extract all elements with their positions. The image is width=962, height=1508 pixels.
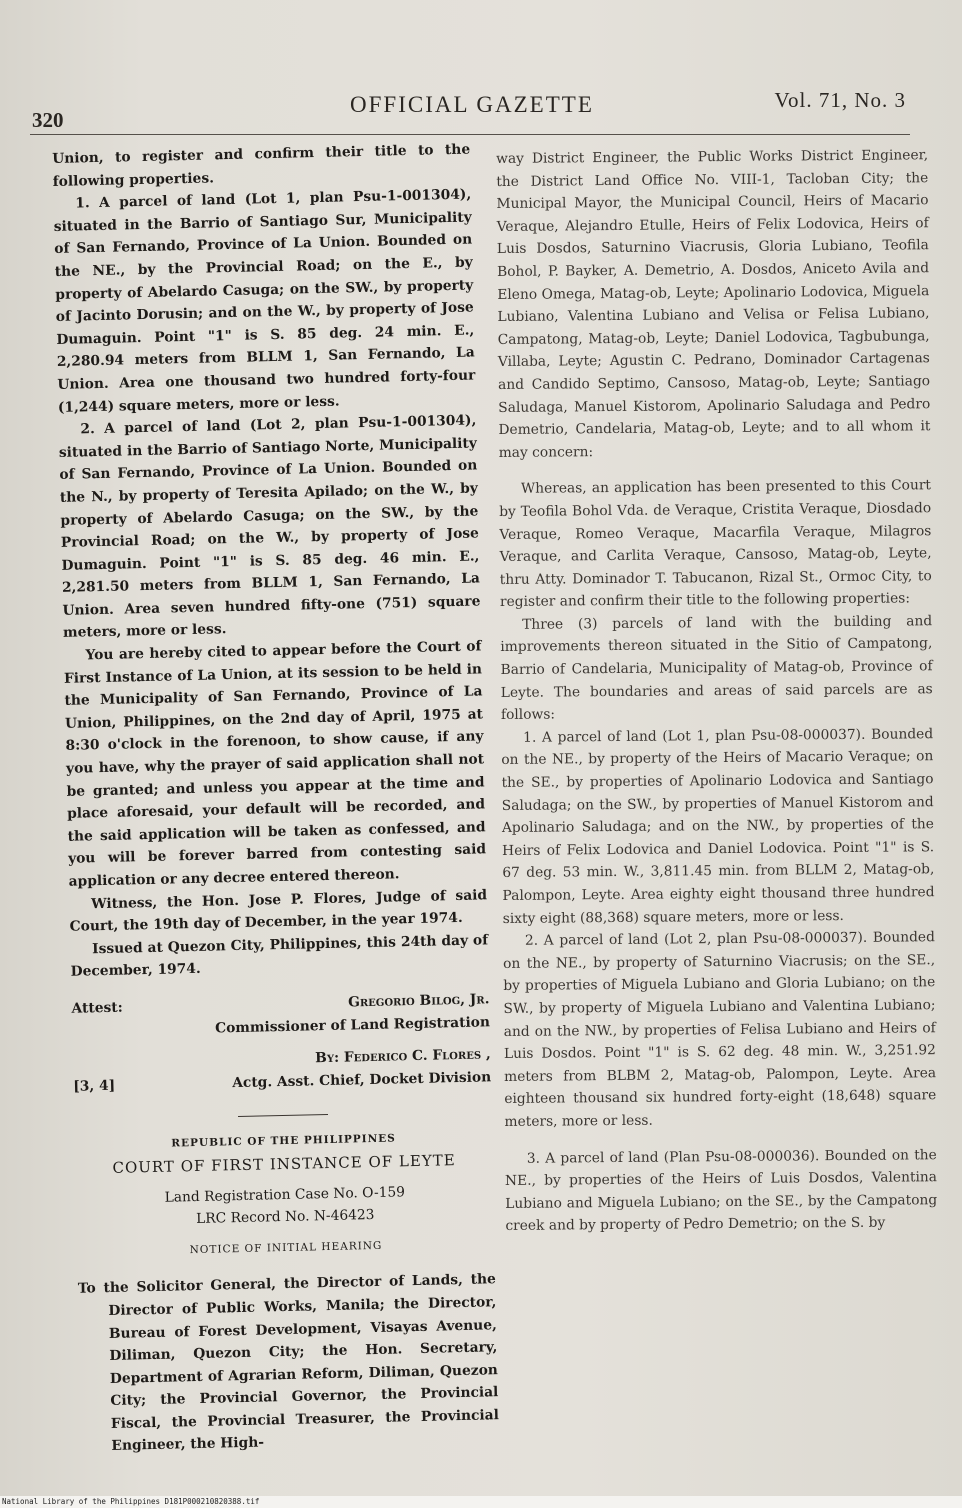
signatory-name: By: Federico C. Flores , [315,1046,491,1067]
attest-label: Attest: [71,999,123,1017]
paragraph: 2. A parcel of land (Lot 2, plan Psu-08-000037). Bounded on the NE., by property of Saturnino Viacrusis; on the SE., by properties of Miguela Lubiano and Gloria Lubiano; on the SW., by property of Miguela Lubiano and Valentina Lubiano; and on the NW., by properties of Felisa Lubiano and Heirs of Luis Dosdos. Point "1" is S. 62 deg. 48 min. W., 3,251.92 meters from BLBM 2, Matag-ob, Palompon, Leyte. Area eighteen thousand six hundred forty-eight (18,648) square meters, more or less. [503,929,937,1130]
page-header [30,88,910,135]
signatory-title: Commissioner of Land Registration [214,1013,491,1037]
attest-block [71,988,490,1043]
paragraph: Whereas, an application has been presented to this Court by Teofila Bohol Vda. de Veraque, Cristita Veraque, Diosdado Veraque, Romeo Veraque, Macarfila Veraque, Milagros Veraque, and Carlita Veraque, Cansoso, Matag-ob, Leyte, thru Atty. Dominador T. Tabucanon, Rizal St., Ormoc City, to register and confirm their title to the following properties: [499,477,932,611]
paragraph: way District Engineer, the Public Works District Engineer, the District Land Office No. VIII-1, Tacloban City; the Municipal Mayor, the Municipal Council, Heirs of Macario Veraque, Alejandro Etulle, Heirs of Felix Lodovica, Heirs of Luis Dosdos, Saturnino Viacrusis, Gloria Lubiano, Teofila Bohol, P. Bayker, A. Demetrio, A. Dosdos, Aniceto Avila and Eleno Omega, Matag-ob, Leyte; Apolinario Lodovica, Miguela Lubiano, Valentina Lubiano and Velisa or Felisa Lubiano, Campatong, Matag-ob, Leyte; Daniel Lodovica, Tagbubunga, Villaba, Leyte; Agustin C. Pedrano, Dominador Cartagenas and Candido Septimo, Cansoso, Matag-ob, Leyte; Santiago Saludaga, Manuel Kistorom, Apolinario Saludaga and Pedro Demetrio, Candelaria, Matag-ob, Leyte; and to all whom it may concern: [496,147,931,461]
case-number: Land Registration Case No. O-159 [164,1183,406,1206]
paragraph: Issued at Quezon City, Philippines, this 24th day of December, 1974. [70,932,489,981]
scan-footer: National Library of the Philippines D181P000210820388.tif [0,1496,962,1508]
addressee-paragraph: To the Solicitor General, the Director of Lands, the Director of Public Works, Manila; the Director, Bureau of Forest Development, Visayas Avenue, Diliman, Quezon City; the Hon. Secretary, Department of Agrarian Reform, Diliman, Quezon City; the Provincial Governor, the Provincial Fiscal, the Provincial Treasurer, the Provincial Engineer, the High- [77,1271,500,1455]
volume-issue: Vol. 71, No. 3 [774,88,906,112]
paragraph: Three (3) parcels of land with the building and improvements thereon situated in the Sitio of Campatong, Barrio of Candelaria, Municipality of Matag-ob, Province of Leyte. The boundaries and areas of said parcels are as follows: [500,613,933,724]
notice-heading: NOTICE OF INITIAL HEARING [189,1239,383,1256]
paragraph: 1. A parcel of land (Lot 1, plan Psu-08-000037). Bounded on the NE., by property of the Heirs of Macario Veraque; on the SE., by properties of Apolinario Lodovica and Santiago Saludaga; on the SW., by properties of Manuel Kistorom and Apolinario Saludaga; and on the NW., by properties of the Heirs of Felix Lodovica and Daniel Lodovica. Point "1" is S. 67 deg. 53 min. W., 3,811.45 min. from BLLM 2, Matag-ob, Palompon, Leyte. Area eighty eight thousand three hundred sixty eight (88,368) square meters, more or less. [501,726,935,927]
signature-docket [73,1043,492,1098]
court-heading: COURT OF FIRST INSTANCE OF LEYTE [112,1151,456,1177]
section-divider [238,1114,328,1117]
page-number: 320 [32,108,64,132]
right-column [496,144,937,1238]
paragraph: 1. A parcel of land (Lot 1, plan Psu-1-001304), situated in the Barrio of Santiago Sur, Municipality of San Fernando, Province of La Union. Bounded on the NE., by the Provincial Road; on the E., by property of Abelardo Casuga; on the SW., by property of Jacinto Dorusin; and on the W., by property of Jose Dumaguin. Point "1" is S. 85 deg. 24 min. E., 2,280.94 meters from BLLM 1, San Fernando, La Union. Area one thousand two hundred forty-four (1,244) square meters, more or less. [53,186,476,416]
publication-title: OFFICIAL GAZETTE [350,92,594,117]
paragraph: 2. A parcel of land (Lot 2, plan Psu-1-001304), situated in the Barrio of Santiago Norte, Municipality of San Fernando, Province of La Union. Bounded on the N., by property of Teresita Apilado; on the W., by property of Abelardo Casuga; on the SW., by the Provincial Road; on the W., by property of Jose Dumaguin. Point "1" is S. 85 deg. 46 min. E., 2,281.50 meters from BLLM 1, San Fernando, La Union. Area seven hundred fifty-one (751) square meters, more or less. [58,412,481,642]
issue-reference: [3, 4] [73,1077,116,1095]
signatory-name: Gregorio Bilog, Jr. [347,991,490,1011]
signatory-title: Actg. Asst. Chief, Docket Division [232,1069,492,1091]
republic-heading: REPUBLIC OF THE PHILIPPINES [171,1132,396,1150]
paragraph: You are hereby cited to appear before the Court of First Instance of La Union, at its session to be held in the Municipality of San Fernando, Province of La Union, Philippines, on the 2nd day of April, 1975 at 8:30 o'clock in the forenoon, to show cause, if any you have, why the prayer of said application shall not be granted; and unless you appear at the time and place aforesaid, your default will be recorded, and the said application will be taken as confessed, and you will be forever barred from contesting said application or any decree entered thereon. [63,638,487,890]
signature-commissioner [214,988,490,1039]
paragraph: Witness, the Hon. Jose P. Flores, Judge of said Court, the 19th day of December, in the year 1974. [69,886,488,935]
paragraph: Union, to register and confirm their title to the following properties. [52,141,471,190]
left-column [52,139,500,1459]
paragraph: 3. A parcel of land (Plan Psu-08-000036). Bounded on the NE., by properties of the Heirs of Luis Dosdos, Valentina Lubiano and Miguela Lubiano; on the SE., by the Campatong creek and by property of Pedro Demetrio; on the S. by [504,1146,938,1235]
lrc-record: LRC Record No. N-46423 [195,1207,375,1228]
